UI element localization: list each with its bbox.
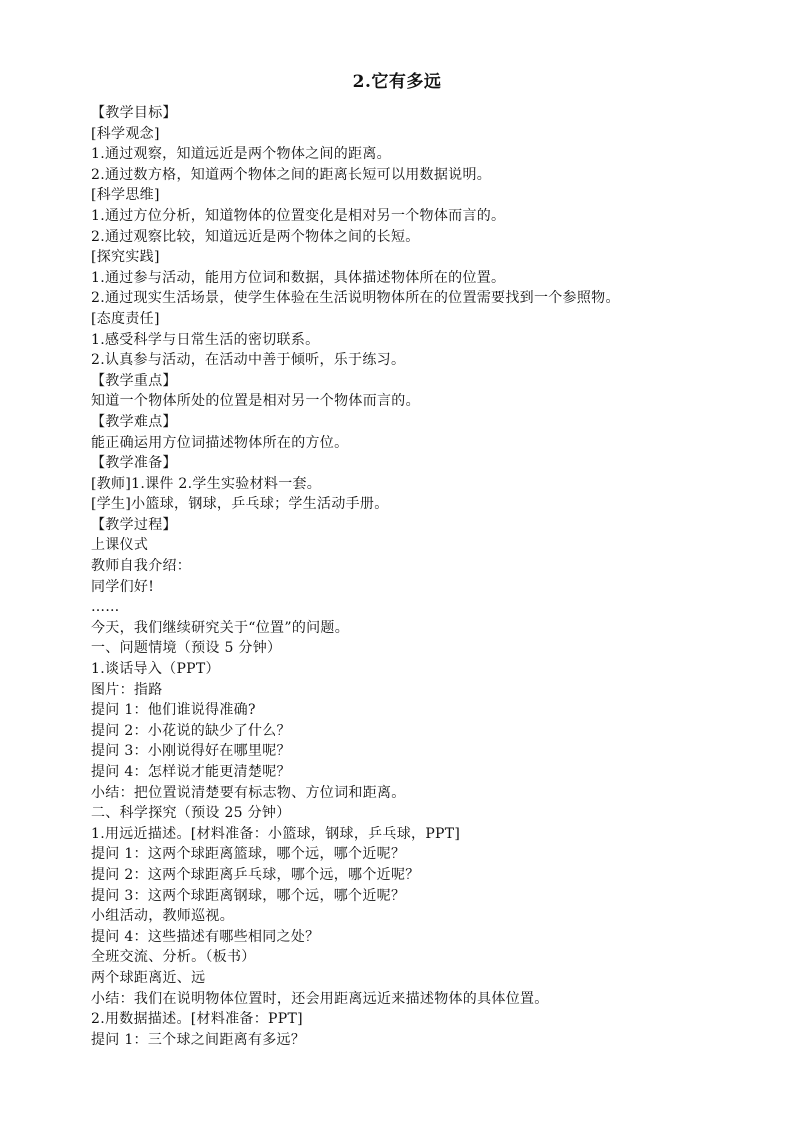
text-line: 图片：指路 [91, 681, 163, 698]
text-line: 1.通过方位分析，知道物体的位置变化是相对另一个物体而言的。 [91, 207, 506, 224]
text-line: 提问 3：小刚说得好在哪里呢？ [91, 743, 291, 760]
text-line: 1.通过观察，知道远近是两个物体之间的距离。 [91, 146, 391, 163]
section-heading-preparation: 【教学准备】 [91, 455, 177, 472]
text-line: 两个球距离近、远 [91, 969, 206, 986]
text-line: 全班交流、分析。（板书） [91, 949, 256, 966]
text-line: 提问 1：这两个球距离篮球，哪个远，哪个近呢？ [91, 846, 406, 863]
text-line: 小结：把位置说清楚要有标志物、方位词和距离。 [91, 784, 406, 801]
text-line: 2.用数据描述。[材料准备：PPT] [91, 1011, 303, 1028]
subheading-attitude: [态度责任] [91, 310, 160, 327]
text-line: 2.通过现实生活场景，使学生体验在生活说明物体所在的位置需要找到一个参照物。 [91, 290, 620, 307]
section-heading-process: 【教学过程】 [91, 516, 177, 533]
section-heading-objectives: 【教学目标】 [91, 105, 177, 121]
text-line: 提问 1：三个球之间距离有多远？ [91, 1031, 306, 1048]
text-line: 提问 2：小花说的缺少了什么？ [91, 722, 291, 739]
text-line: 2.通过数方格，知道两个物体之间的距离长短可以用数据说明。 [91, 166, 492, 183]
text-line: 能正确运用方位词描述物体所在的方位。 [91, 434, 349, 451]
text-line: 2.通过观察比较，知道远近是两个物体之间的长短。 [91, 228, 420, 245]
text-line: [学生]小篮球，钢球，乒乓球；学生活动手册。 [91, 496, 389, 513]
text-line: 教师自我介绍： [91, 558, 192, 575]
text-line: 同学们好! [91, 578, 155, 595]
text-line: 2.认真参与活动，在活动中善于倾听，乐于练习。 [91, 352, 406, 369]
text-line: …… [91, 599, 120, 616]
page-title: 2.它有多远 [352, 72, 442, 92]
text-line: 1.感受科学与日常生活的密切联系。 [91, 331, 320, 348]
section-heading-key-points: 【教学重点】 [91, 372, 177, 389]
text-line: 一、问题情境（预设 5 分钟） [91, 640, 282, 657]
text-line: 提问 1：他们谁说得准确? [91, 702, 256, 719]
text-line: 提问 3：这两个球距离钢球，哪个远，哪个近呢？ [91, 887, 406, 904]
text-line: 1.通过参与活动，能用方位词和数据，具体描述物体所在的位置。 [91, 269, 506, 286]
section-heading-difficulties: 【教学难点】 [91, 413, 177, 430]
text-line: 1.谈话导入（PPT） [91, 661, 220, 678]
text-line: 提问 4：这些描述有哪些相同之处？ [91, 928, 320, 945]
text-line: 小结：我们在说明物体位置时，还会用距离远近来描述物体的具体位置。 [91, 990, 549, 1007]
text-line: 二、科学探究（预设 25 分钟） [91, 805, 291, 822]
text-line: 1.用远近描述。[材料准备：小篮球，钢球，乒乓球，PPT] [91, 825, 461, 842]
text-line: 提问 2：这两个球距离乒乓球，哪个远，哪个近呢？ [91, 866, 420, 883]
subheading-science-concept: [科学观念] [91, 125, 160, 142]
text-line: [教师]1.课件 2.学生实验材料一套。 [91, 475, 322, 492]
subheading-science-thinking: [科学思维] [91, 187, 160, 204]
text-line: 小组活动，教师巡视。 [91, 908, 234, 925]
document-body [91, 103, 711, 1050]
text-line: 知道一个物体所处的位置是相对另一个物体而言的。 [91, 393, 420, 410]
text-line: 提问 4：怎样说才能更清楚呢？ [91, 764, 291, 780]
subheading-inquiry-practice: [探究实践] [91, 249, 160, 266]
text-line: 今天，我们继续研究关于“位置”的问题。 [91, 619, 350, 636]
text-line: 上课仪式 [91, 537, 149, 554]
